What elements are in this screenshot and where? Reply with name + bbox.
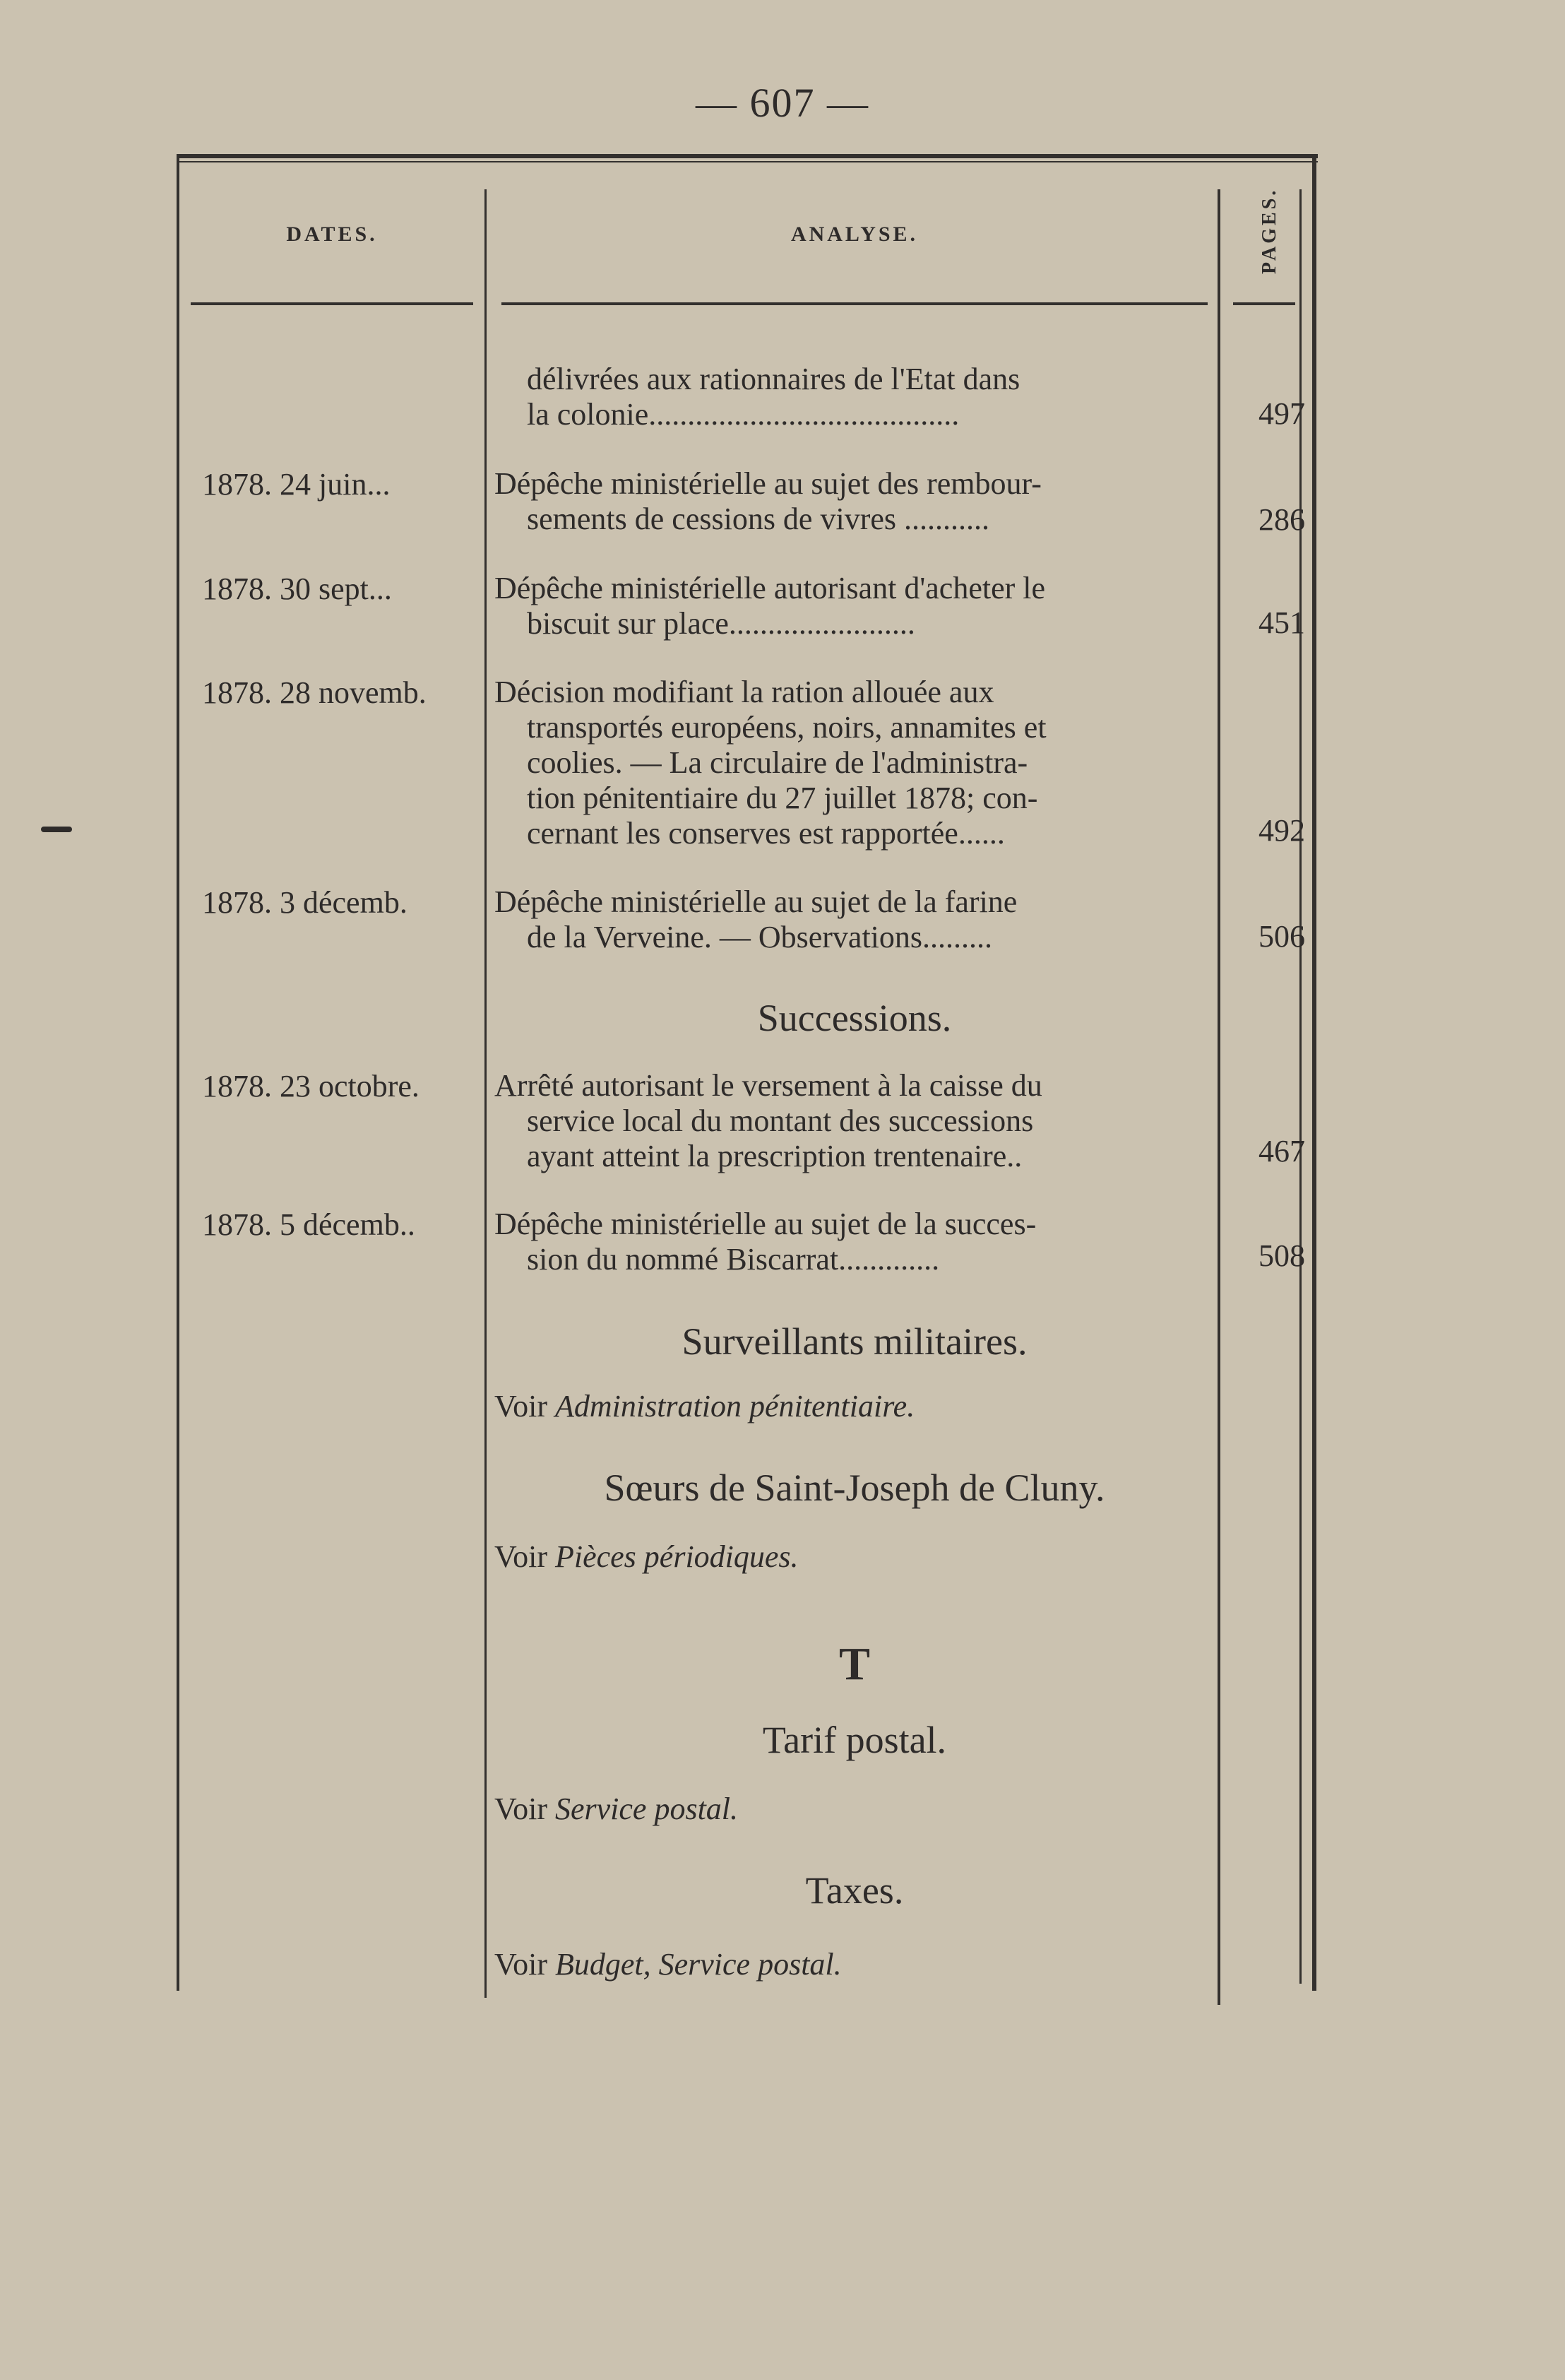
see-also-prefix: Voir: [494, 1947, 547, 1982]
entry-date: 1878. 24 juin...: [202, 467, 391, 502]
section-title-taxes: Taxes.: [805, 1869, 904, 1912]
entry-line: service local du montant des successions: [527, 1103, 1034, 1138]
entry-line: biscuit sur place........................: [527, 606, 915, 641]
entry-analysis: [494, 884, 1215, 955]
entry-date: 1878. 3 décemb.: [202, 885, 407, 920]
header-analyse: ANALYSE.: [790, 223, 919, 246]
entry-page: 451: [1258, 605, 1305, 640]
section-title-soeurs: Sœurs de Saint-Joseph de Cluny.: [604, 1467, 1105, 1509]
entry-line: Arrêté autorisant le versement à la caisse du: [494, 1068, 1042, 1103]
see-also-reference: Administration pénitentiaire.: [554, 1389, 915, 1423]
entry-date: 1878. 5 décemb..: [202, 1207, 415, 1242]
header-pages: PAGES.: [1258, 187, 1280, 274]
entry-line: délivrées aux rationnaires de l'Etat dans: [527, 362, 1020, 396]
entry-line: Dépêche ministérielle au sujet des rembour-: [494, 466, 1042, 501]
entry-page: 506: [1258, 919, 1305, 954]
dates-column-rule: [484, 189, 487, 1998]
entry-line: cernant les conserves est rapportée......: [527, 816, 1005, 851]
left-border: [177, 154, 179, 1991]
see-also-prefix: Voir: [494, 1792, 547, 1826]
entry-page: 467: [1258, 1134, 1305, 1168]
pages-inner-rule: [1299, 189, 1302, 1984]
section-title-surveillants: Surveillants militaires.: [682, 1320, 1028, 1363]
see-also-prefix: Voir: [494, 1539, 547, 1574]
entry-line: Dépêche ministérielle au sujet de la farine: [494, 884, 1018, 919]
header-dates: DATES.: [286, 223, 378, 246]
entry-analysis: [494, 571, 1215, 641]
see-also-reference: Service postal.: [554, 1792, 739, 1826]
entry-line: sements de cessions de vivres ...........: [527, 502, 989, 536]
entry-analysis: [494, 466, 1215, 537]
entry-analysis: [494, 362, 1215, 432]
dates-header-underline: [191, 302, 473, 305]
entry-line: ayant atteint la prescription trentenaire..: [527, 1139, 1023, 1173]
see-also-reference: Budget, Service postal.: [554, 1947, 842, 1982]
entry-line: de la Verveine. — Observations.........: [527, 920, 993, 954]
entry-line: la colonie........................................: [527, 397, 960, 432]
entry-line: Dépêche ministérielle autorisant d'acheter le: [494, 571, 1046, 605]
entry-page: 286: [1258, 502, 1305, 537]
entry-date: 1878. 28 novemb.: [202, 675, 427, 710]
see-also-surveillants: [494, 1388, 915, 1424]
pages-header-underline: [1233, 302, 1295, 305]
entry-page: 492: [1258, 813, 1305, 848]
entry-analysis: [494, 1068, 1215, 1174]
right-border: [1312, 154, 1316, 1991]
entry-line: tion pénitentiaire du 27 juillet 1878; con-: [527, 781, 1038, 815]
see-also-reference: Pièces périodiques.: [554, 1539, 799, 1574]
see-also-soeurs: [494, 1539, 799, 1575]
entry-line: sion du nommé Biscarrat.............: [527, 1242, 940, 1277]
entry-line: Décision modifiant la ration allouée aux: [494, 675, 994, 709]
margin-mark: [41, 827, 72, 832]
alphabet-letter-heading: T: [838, 1638, 871, 1690]
entry-line: transportés européens, noirs, annamites et: [527, 710, 1047, 745]
page-number: — 607 —: [696, 80, 869, 126]
entry-line: Dépêche ministérielle au sujet de la succes-: [494, 1207, 1037, 1241]
top-rule: [177, 154, 1318, 158]
analyse-header-underline: [501, 302, 1208, 305]
see-also-taxes: [494, 1946, 842, 1982]
entry-date: 1878. 30 sept...: [202, 572, 392, 606]
section-title-successions: Successions.: [757, 997, 952, 1039]
see-also-prefix: Voir: [494, 1389, 547, 1423]
top-rule-thin: [177, 161, 1318, 162]
see-also-tarif: [494, 1791, 738, 1827]
entry-analysis: [494, 675, 1215, 851]
entry-page: 497: [1258, 396, 1305, 431]
section-title-tarif: Tarif postal.: [762, 1719, 947, 1761]
entry-line: coolies. — La circulaire de l'administra-: [527, 745, 1028, 780]
entry-analysis: [494, 1207, 1215, 1277]
entry-date: 1878. 23 octobre.: [202, 1069, 419, 1103]
pages-column-rule: [1218, 189, 1220, 2005]
entry-page: 508: [1258, 1238, 1305, 1273]
